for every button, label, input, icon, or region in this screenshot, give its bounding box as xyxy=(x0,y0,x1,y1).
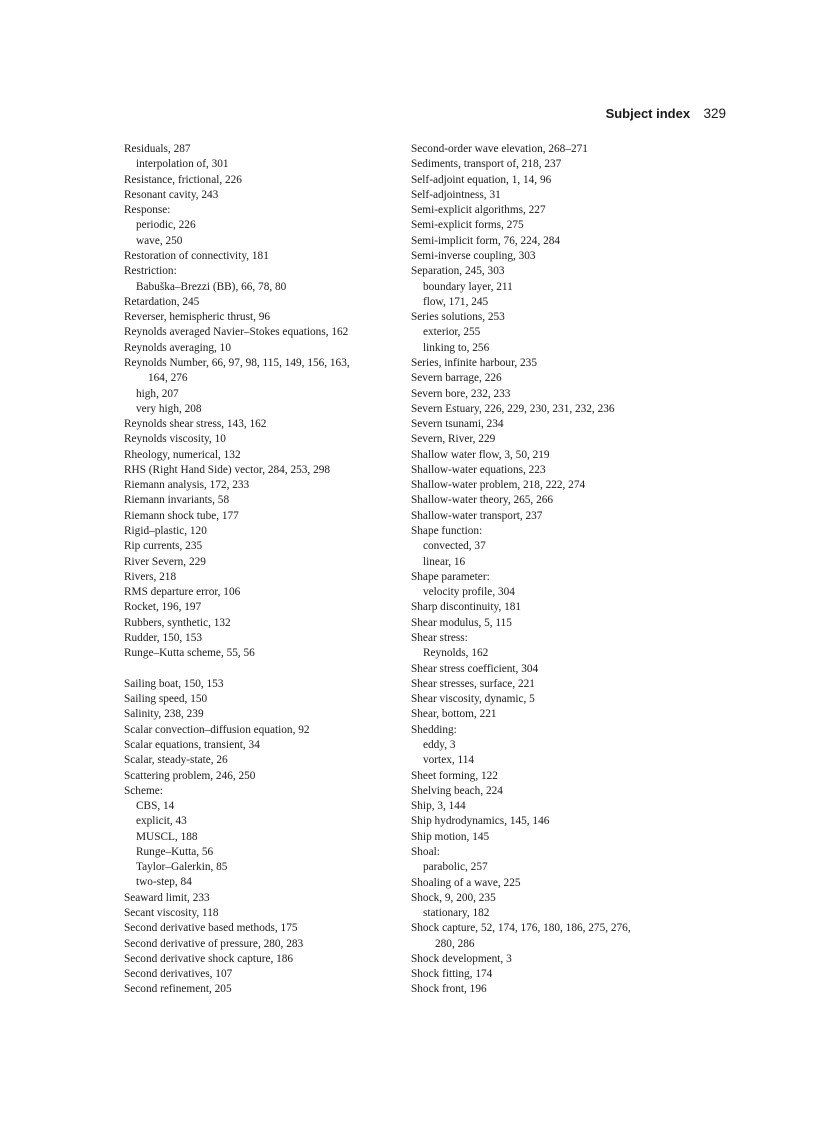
letter-group-gap xyxy=(124,662,394,677)
index-entry: Sediments, transport of, 218, 237 xyxy=(411,158,562,171)
index-entry: Shear modulus, 5, 115 xyxy=(411,616,512,629)
index-entry: Separation, 245, 303 xyxy=(411,265,505,278)
index-entry: Salinity, 238, 239 xyxy=(124,708,204,721)
index-entry: Second derivative shock capture, 186 xyxy=(124,952,294,965)
index-entry: Residuals, 287 xyxy=(124,143,191,155)
index-entry: Sailing speed, 150 xyxy=(124,693,208,706)
index-entry: Shear stresses, surface, 221 xyxy=(411,677,535,690)
index-entry: Scattering problem, 246, 250 xyxy=(124,769,256,782)
index-entry: Rudder, 150, 153 xyxy=(124,632,202,644)
index-subentry: flow, 171, 245 xyxy=(423,295,489,308)
index-entry: Shedding: xyxy=(411,723,457,736)
index-subentry: boundary layer, 211 xyxy=(423,280,513,293)
index-subentry: CBS, 14 xyxy=(136,800,175,813)
index-entry: Riemann shock tube, 177 xyxy=(124,509,239,522)
index-entry: Shallow-water theory, 265, 266 xyxy=(411,494,554,507)
index-entry: RMS departure error, 106 xyxy=(124,586,241,599)
running-head xyxy=(606,106,726,122)
index-entry: Severn, River, 229 xyxy=(411,433,496,446)
index-entry: River Severn, 229 xyxy=(124,555,206,568)
index-entry: Self-adjoint equation, 1, 14, 96 xyxy=(411,173,552,186)
index-entry: Ship hydrodynamics, 145, 146 xyxy=(411,815,550,828)
index-entry: Scalar equations, transient, 34 xyxy=(124,738,260,751)
index-subentry: explicit, 43 xyxy=(136,815,187,828)
index-entry: Shallow water flow, 3, 50, 219 xyxy=(411,448,550,461)
index-subentry: Runge–Kutta, 56 xyxy=(136,845,214,858)
index-entry: Reynolds shear stress, 143, 162 xyxy=(124,418,267,431)
index-entry: Riemann analysis, 172, 233 xyxy=(124,479,250,492)
index-subentry: Babuška–Brezzi (BB), 66, 78, 80 xyxy=(136,280,287,293)
index-entry: Restriction: xyxy=(124,265,177,278)
index-entry: Sailing boat, 150, 153 xyxy=(124,677,224,690)
index-subentry: high, 207 xyxy=(136,387,179,400)
index-entry: Second refinement, 205 xyxy=(124,983,232,996)
index-subentry: convected, 37 xyxy=(423,540,486,553)
index-column-right xyxy=(411,142,696,998)
index-entry: Shock capture, 52, 174, 176, 180, 186, 275, 276, xyxy=(411,922,631,935)
index-subentry: Reynolds, 162 xyxy=(423,647,489,660)
index-subentry: very high, 208 xyxy=(136,402,202,415)
index-entry: Second-order wave elevation, 268–271 xyxy=(411,143,588,155)
index-entry: Rigid–plastic, 120 xyxy=(124,525,207,538)
index-entry: Sheet forming, 122 xyxy=(411,769,498,782)
index-entry: Shallow-water problem, 218, 222, 274 xyxy=(411,479,586,492)
index-entry: Semi-implicit form, 76, 224, 284 xyxy=(411,234,561,247)
index-entry: Reynolds Number, 66, 97, 98, 115, 149, 156, 163, xyxy=(124,356,350,369)
index-entry: Shape function: xyxy=(411,525,483,538)
index-entry: Severn barrage, 226 xyxy=(411,372,502,385)
index-entry: Series solutions, 253 xyxy=(411,311,505,324)
index-entry: Rip currents, 235 xyxy=(124,540,203,553)
index-entry: Shallow-water equations, 223 xyxy=(411,463,546,476)
index-entry: Rivers, 218 xyxy=(124,570,177,583)
index-entry: Runge–Kutta scheme, 55, 56 xyxy=(124,647,255,660)
index-column-left xyxy=(124,142,394,998)
index-entry: Shoal: xyxy=(411,845,440,858)
index-entry: Shock fitting, 174 xyxy=(411,968,493,981)
index-entry: Scalar convection–diffusion equation, 92 xyxy=(124,723,310,736)
index-entry: Reynolds averaged Navier–Stokes equations, 162 xyxy=(124,326,349,339)
index-entry: Resistance, frictional, 226 xyxy=(124,173,242,186)
index-entry: Resonant cavity, 243 xyxy=(124,188,219,201)
index-entry-continuation: 164, 276 xyxy=(148,372,188,385)
running-title: Subject index xyxy=(605,106,691,121)
index-entry: Restoration of connectivity, 181 xyxy=(124,249,269,262)
index-entry: Reverser, hemispheric thrust, 96 xyxy=(124,311,271,324)
index-entry: Sharp discontinuity, 181 xyxy=(411,601,522,614)
index-entry: Shape parameter: xyxy=(411,570,490,583)
index-subentry: wave, 250 xyxy=(136,234,183,247)
index-entry: Seaward limit, 233 xyxy=(124,891,210,904)
index-entry: Shelving beach, 224 xyxy=(411,784,503,797)
index-entry: Second derivative of pressure, 280, 283 xyxy=(124,937,304,950)
index-entry: Severn Estuary, 226, 229, 230, 231, 232, 236 xyxy=(411,402,615,415)
index-entry: Ship motion, 145 xyxy=(411,830,490,843)
index-entry: Ship, 3, 144 xyxy=(411,800,466,813)
index-subentry: two-step, 84 xyxy=(136,876,192,889)
index-subentry: interpolation of, 301 xyxy=(136,158,229,171)
index-entry-continuation: 280, 286 xyxy=(435,937,475,950)
index-entry: Rocket, 196, 197 xyxy=(124,601,202,614)
index-subentry: linear, 16 xyxy=(423,555,466,568)
index-entry: Semi-inverse coupling, 303 xyxy=(411,249,536,262)
index-entry: Self-adjointness, 31 xyxy=(411,188,501,201)
index-subentry: vortex, 114 xyxy=(423,754,475,767)
index-entry: Scalar, steady-state, 26 xyxy=(124,754,228,767)
index-entry: Shock front, 196 xyxy=(411,983,487,996)
index-entry: Series, infinite harbour, 235 xyxy=(411,356,537,369)
index-entry: Shear viscosity, dynamic, 5 xyxy=(411,693,535,706)
index-entry: Rubbers, synthetic, 132 xyxy=(124,616,231,629)
index-entry: Shock, 9, 200, 235 xyxy=(411,891,496,904)
index-entry: Shear, bottom, 221 xyxy=(411,708,497,721)
index-subentry: eddy, 3 xyxy=(423,738,456,751)
index-entry: Shear stress coefficient, 304 xyxy=(411,662,539,675)
index-entry: Second derivative based methods, 175 xyxy=(124,922,298,935)
index-entry: Rheology, numerical, 132 xyxy=(124,448,241,461)
index-entry: Shoaling of a wave, 225 xyxy=(411,876,521,889)
index-entry: Second derivatives, 107 xyxy=(124,968,233,981)
index-subentry: periodic, 226 xyxy=(136,219,196,232)
index-subentry: exterior, 255 xyxy=(423,326,481,339)
index-entry: Secant viscosity, 118 xyxy=(124,907,219,920)
index-subentry: MUSCL, 188 xyxy=(136,830,198,843)
index-subentry: linking to, 256 xyxy=(423,341,490,354)
index-entry: Reynolds averaging, 10 xyxy=(124,341,231,354)
index-entry: Riemann invariants, 58 xyxy=(124,494,230,507)
index-entry: Semi-explicit algorithms, 227 xyxy=(411,204,546,217)
index-entry: Severn tsunami, 234 xyxy=(411,418,504,431)
index-entry: Shock development, 3 xyxy=(411,952,512,965)
index-entry: Severn bore, 232, 233 xyxy=(411,387,511,400)
index-entry: Response: xyxy=(124,204,171,217)
index-entry: RHS (Right Hand Side) vector, 284, 253, 298 xyxy=(124,463,331,476)
index-subentry: velocity profile, 304 xyxy=(423,586,515,599)
index-entry: Retardation, 245 xyxy=(124,295,200,308)
index-entry: Shallow-water transport, 237 xyxy=(411,509,543,522)
index-subentry: Taylor–Galerkin, 85 xyxy=(136,861,228,874)
index-entry: Shear stress: xyxy=(411,632,468,644)
index-entry: Scheme: xyxy=(124,784,163,797)
index-subentry: stationary, 182 xyxy=(423,907,490,920)
index-entry: Reynolds viscosity, 10 xyxy=(124,433,226,446)
index-entry: Semi-explicit forms, 275 xyxy=(411,219,524,232)
index-subentry: parabolic, 257 xyxy=(423,861,488,874)
page-number: 329 xyxy=(703,106,726,121)
